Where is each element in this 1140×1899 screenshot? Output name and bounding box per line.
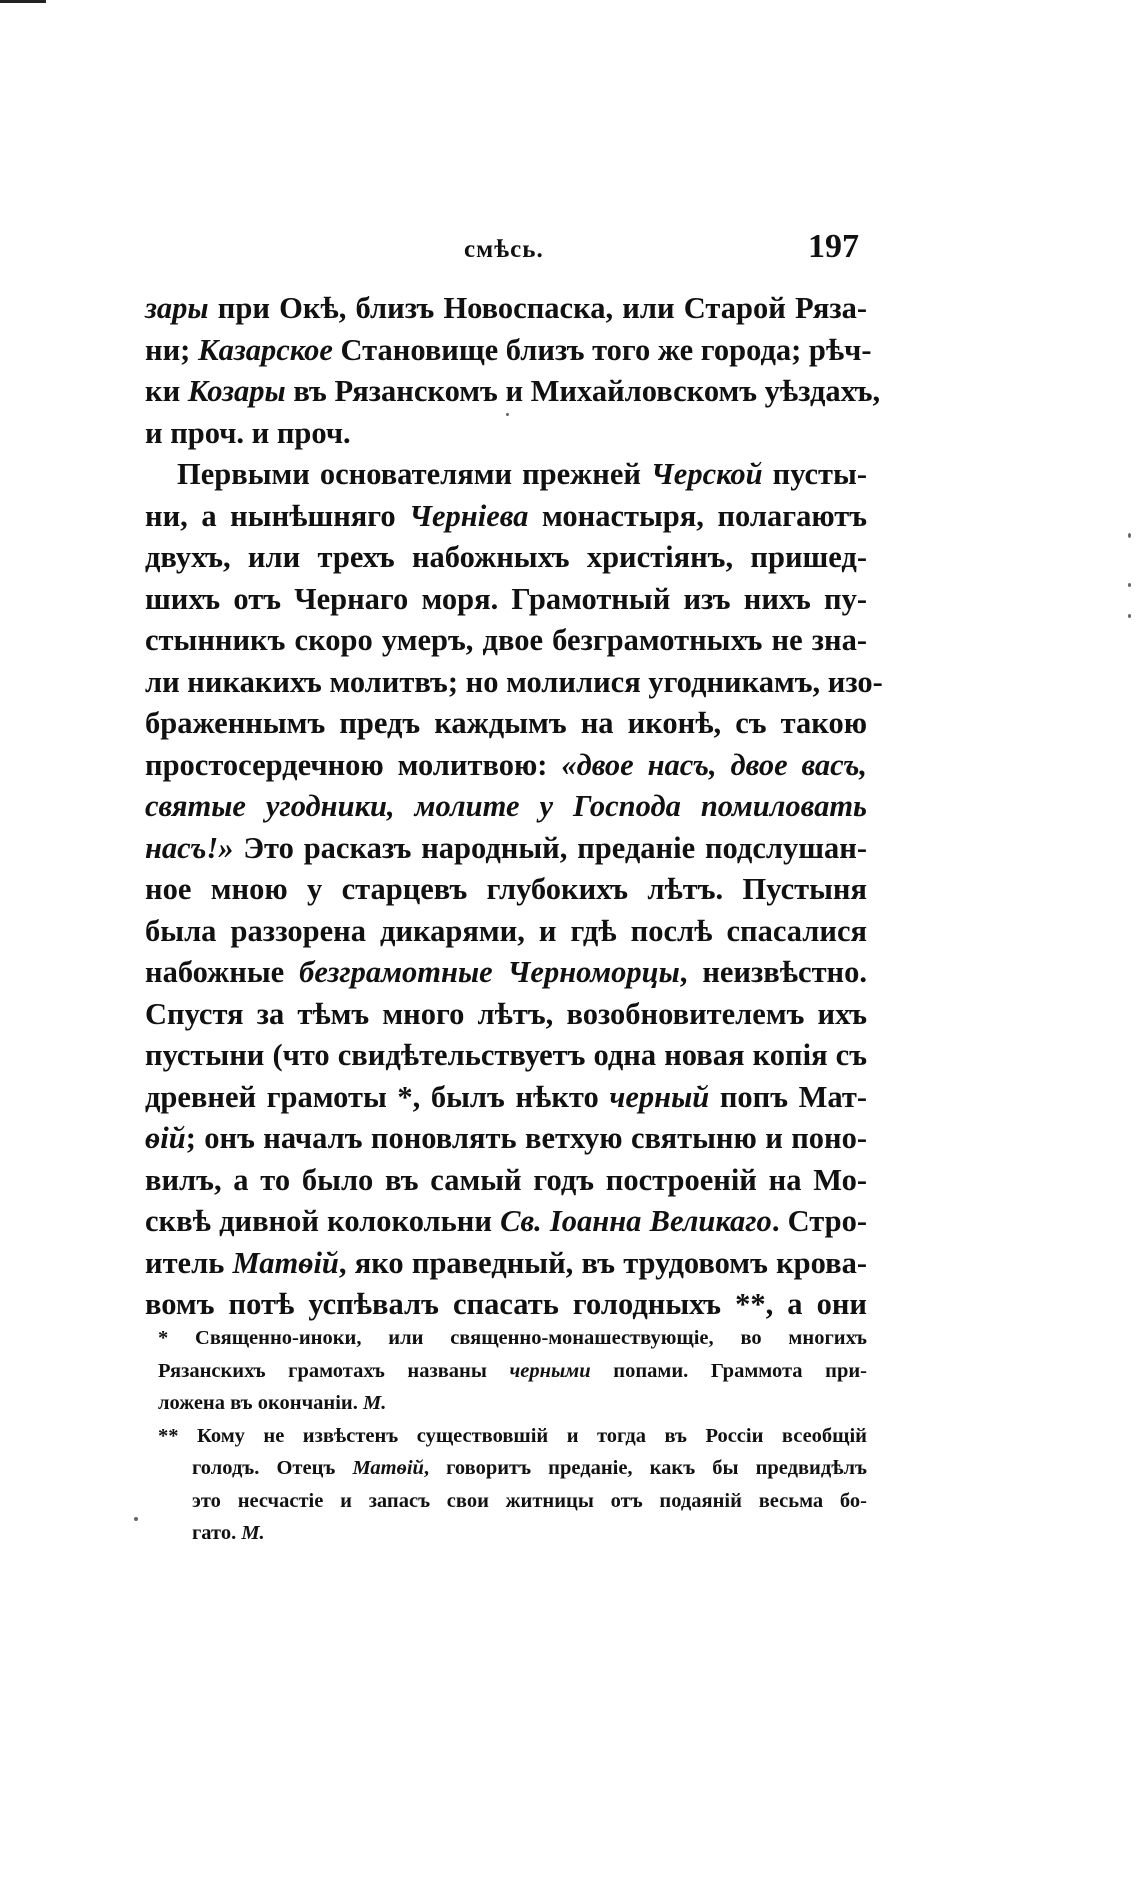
text-line: древней грамоты *, былъ нѣкто черный попъ Мат- <box>145 1079 867 1114</box>
footnote-line: Рязанскихъ грамотахъ названы черными попами. Граммота при- <box>158 1359 867 1382</box>
scan-edge-mark <box>0 0 46 3</box>
text-line: Спустя за тѣмъ много лѣтъ, возобновителемъ ихъ <box>145 996 867 1031</box>
text-line: ѳій; онъ началъ поновлять ветхую святыню и поно- <box>145 1121 867 1155</box>
scan-speck <box>1128 614 1131 618</box>
text-line: ное мною у старцевъ глубокихъ лѣтъ. Пустыня <box>145 872 867 906</box>
text-line: итель Матѳій, яко праведный, въ трудовомъ крова- <box>145 1245 867 1280</box>
body-text <box>145 288 883 1326</box>
scan-speck <box>506 413 509 416</box>
footnote-line: ложена въ окончаніи. М. <box>158 1392 387 1414</box>
scan-speck <box>134 1517 138 1521</box>
footnote-line: гато. М. <box>192 1522 265 1544</box>
text-line: простосердечною молитвою: «двое насъ, двое васъ, <box>145 747 868 782</box>
text-line: пустыни (что свидѣтельствуетъ одна новая копія съ <box>145 1038 867 1072</box>
page-number: 197 <box>808 228 859 265</box>
text-line: вилъ, а то было въ самый годъ построеній на Мо- <box>145 1162 867 1197</box>
text-line: браженнымъ предъ каждымъ на иконѣ, съ такою <box>145 706 867 740</box>
text-line: зары при Окѣ, близъ Новоспаска, или Старой Ряза- <box>145 291 867 325</box>
running-head: смѣсь. <box>464 236 544 263</box>
text-line: святые угодники, молите у Господа помиловать <box>145 789 867 823</box>
text-line: и проч. и проч. <box>145 415 351 450</box>
text-line: двухъ, или трехъ набожныхъ христіянъ, пришед- <box>145 540 867 574</box>
text-line: ки Козары въ Рязанскомъ и Михайловскомъ уѣздахъ, <box>145 374 881 408</box>
text-line: шихъ отъ Чернаго моря. Грамотный изъ нихъ пу- <box>145 581 867 616</box>
text-line: стынникъ скоро умеръ, двое безграмотныхъ не зна- <box>145 623 867 657</box>
footnote-line: голодъ. Отецъ Матѳій, говоритъ преданіе, какъ бы предвидѣлъ <box>192 1457 867 1479</box>
text-line: Первыми основателями прежней Черской пусты- <box>177 457 868 491</box>
text-line: ни, а нынѣшняго Черніева монастыря, полагаютъ <box>145 498 868 533</box>
text-line: ни; Казарское Становище близъ того же города; рѣч- <box>145 332 872 367</box>
text-line: ли никакихъ молитвъ; но молилися угодникамъ, изо- <box>145 664 883 699</box>
text-line: была раззорена дикарями, и гдѣ послѣ спасалися <box>145 913 867 948</box>
footnote-line: это несчастіе и запасъ свои житницы отъ подаяній весьма бо- <box>192 1489 867 1512</box>
scan-speck <box>1128 533 1131 538</box>
footnote-line: * Священно-иноки, или священно-монашествующіе, во многихъ <box>158 1327 867 1349</box>
text-line: вомъ потѣ успѣвалъ спасать голодныхъ **, а они <box>145 1287 867 1321</box>
text-line: набожные безграмотные Черноморцы, неизвѣстно. <box>145 955 867 989</box>
footnotes <box>158 1322 867 1550</box>
footnote-line: ** Кому не извѣстенъ существовшій и тогда въ Россіи всеобщій <box>158 1424 867 1447</box>
text-line: сквѣ дивной колокольни Св. Іоанна Великаго. Стро- <box>145 1204 867 1238</box>
text-line: насъ!» Это расказъ народный, преданіе подслушан- <box>145 830 867 865</box>
scan-speck <box>1128 583 1131 587</box>
